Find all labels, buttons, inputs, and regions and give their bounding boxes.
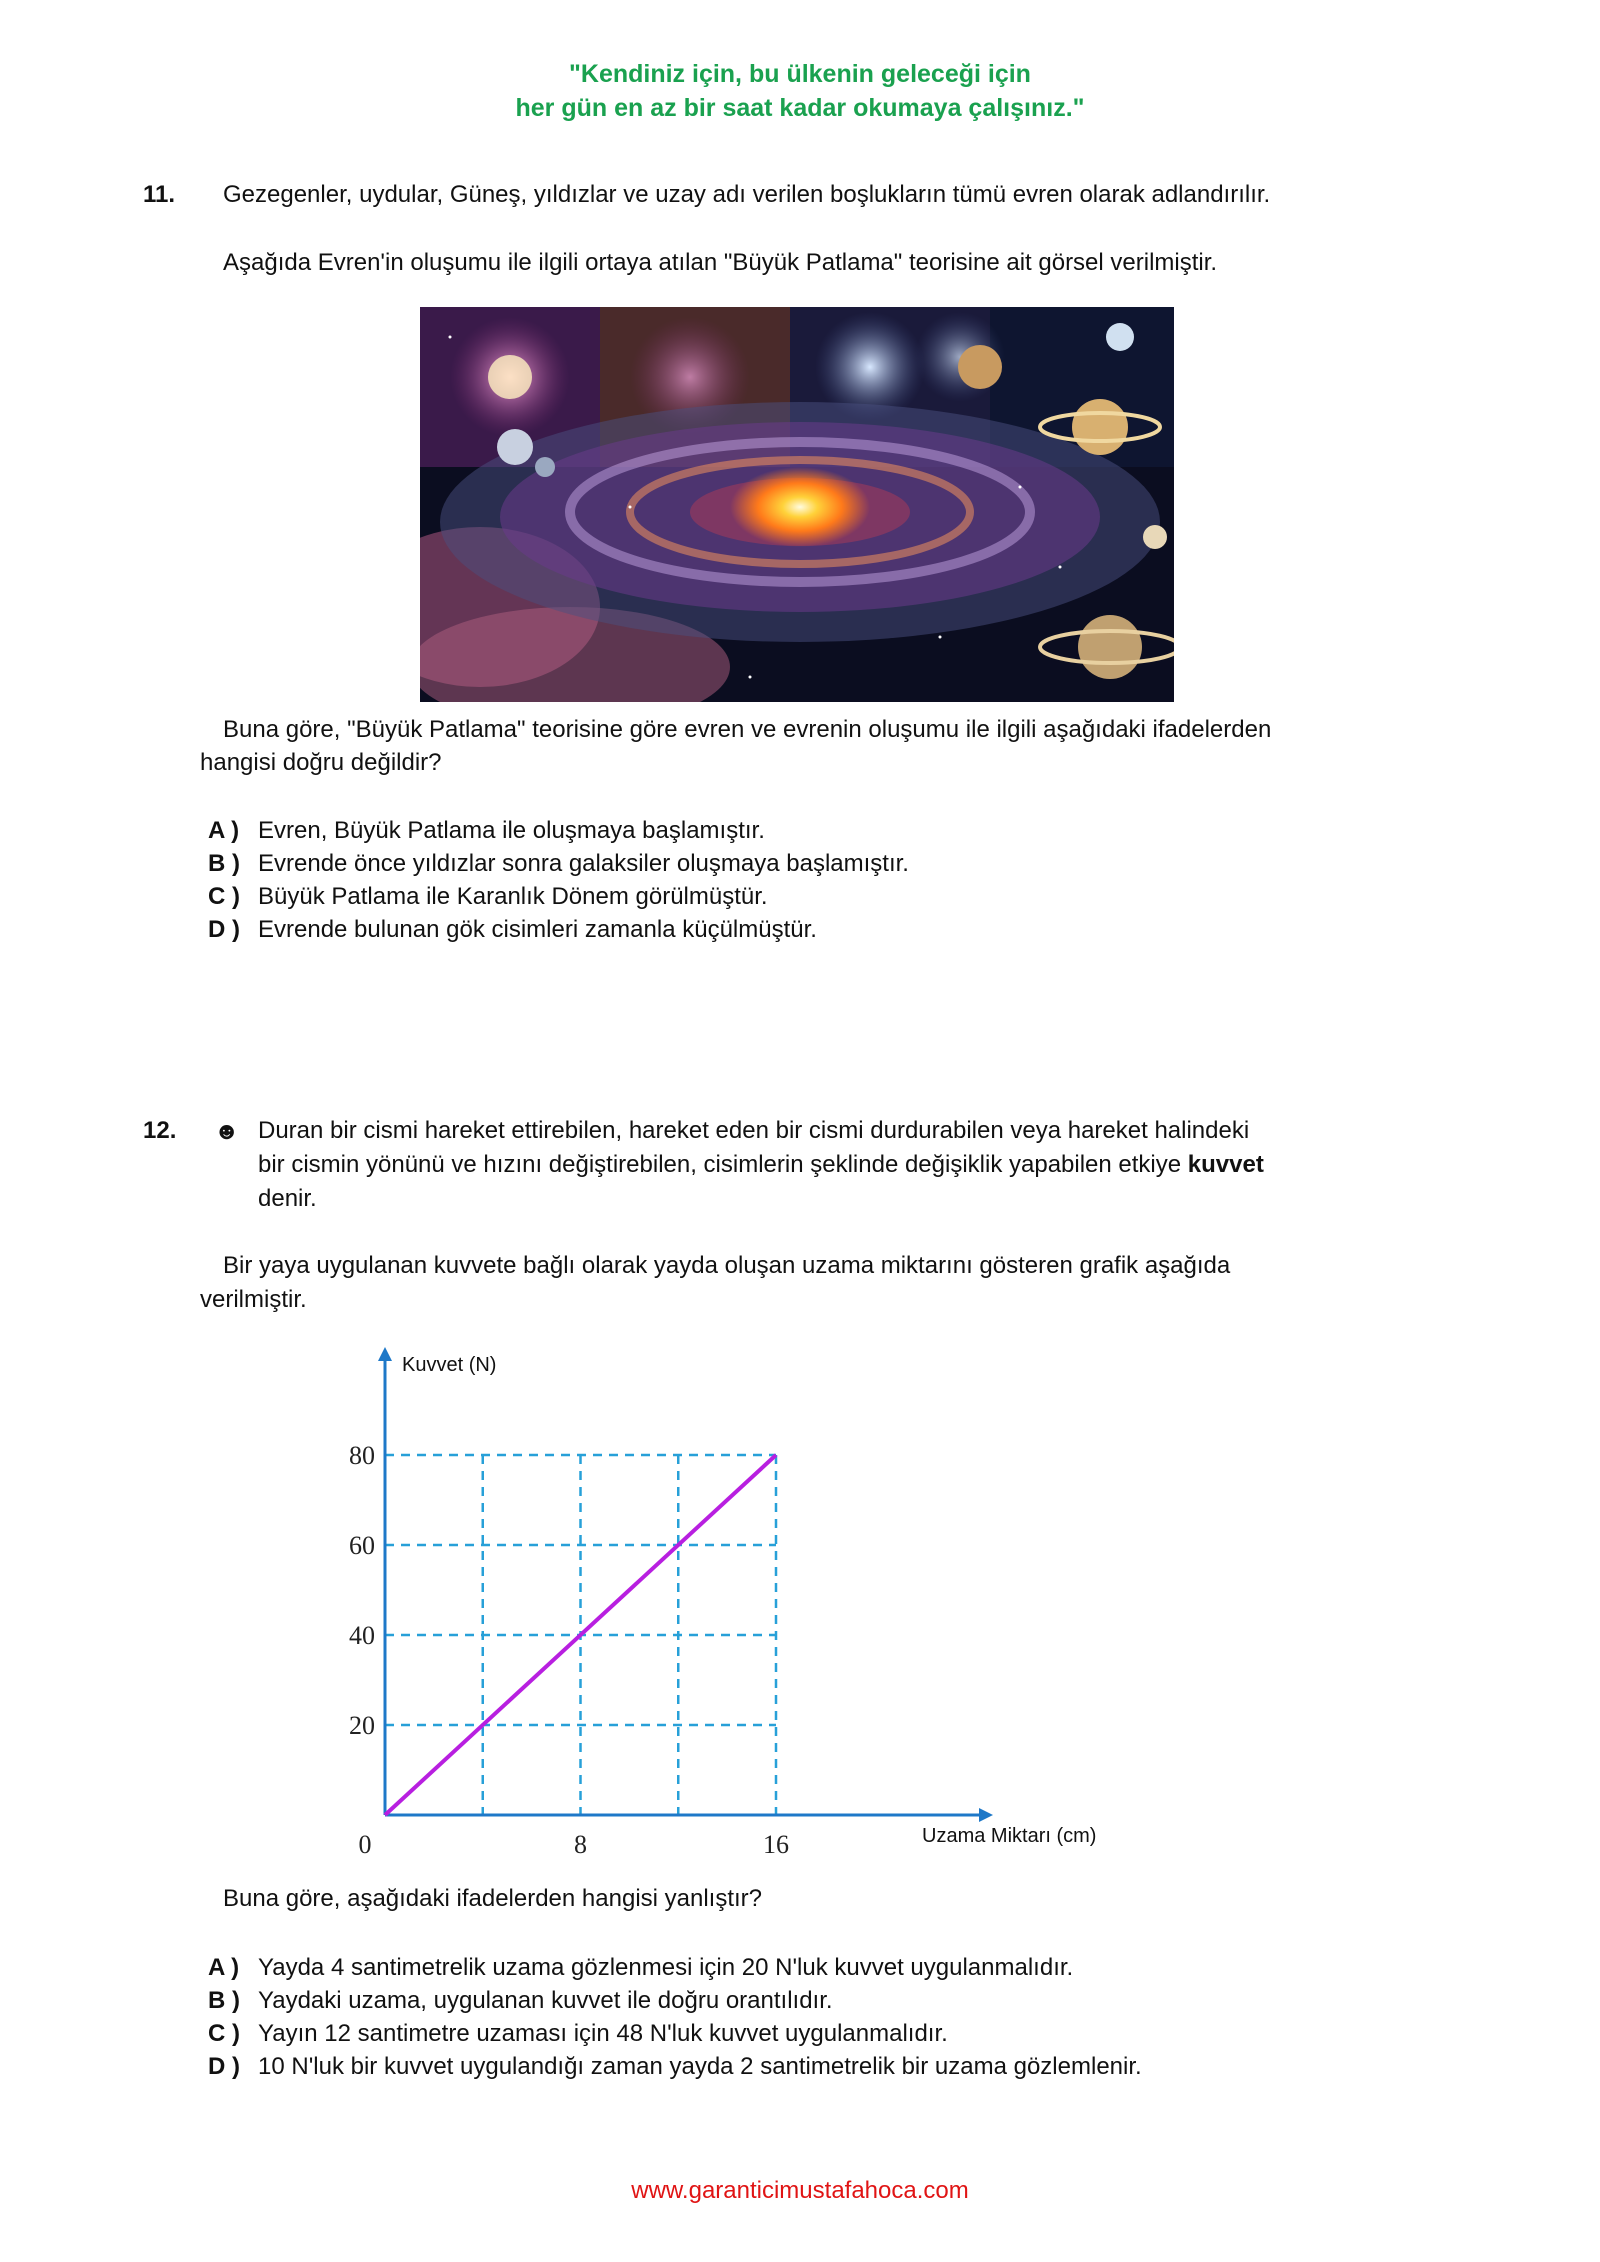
y-tick-label: 20	[349, 1711, 375, 1740]
option-letter: A )	[208, 817, 240, 844]
question-11-option-c[interactable]	[208, 880, 768, 914]
question-12-option-a[interactable]	[208, 1951, 1073, 1985]
option-letter: B )	[208, 850, 240, 877]
option-text: Büyük Patlama ile Karanlık Dönem görülmüştür.	[258, 883, 768, 910]
option-text: Evrende önce yıldızlar sonra galaksiler oluşmaya başlamıştır.	[258, 850, 909, 877]
smiley-bullet-icon: ☻	[214, 1118, 240, 1145]
option-text: Yayda 4 santimetrelik uzama gözlenmesi için 20 N'luk kuvvet uygulanmalıdır.	[258, 1954, 1074, 1981]
question-12-definition-line-2	[258, 1148, 1264, 1182]
question-12-option-c[interactable]	[208, 2017, 948, 2051]
question-11-lead: Aşağıda Evren'in oluşumu ile ilgili ortaya atılan "Büyük Patlama" teorisine ait görsel verilmiştir.	[223, 249, 1218, 276]
y-tick-label: 80	[349, 1441, 375, 1470]
question-12-number: 12.	[143, 1117, 177, 1144]
option-letter: D )	[208, 916, 240, 943]
question-12-option-d[interactable]	[208, 2050, 1142, 2084]
x-tick-label: 8	[574, 1830, 587, 1859]
question-11-prompt-line-1: Buna göre, "Büyük Patlama" teorisine göre evren ve evrenin oluşumu ile ilgili aşağıdaki ifadelerden	[223, 716, 1272, 743]
option-letter: B )	[208, 1987, 240, 2014]
question-12-lead-line-2: verilmiştir.	[200, 1286, 307, 1313]
option-text: Evrende bulunan gök cisimleri zamanla küçülmüştür.	[258, 916, 817, 943]
force-extension-chart	[330, 1345, 1130, 1885]
question-12-definition-line-3: denir.	[258, 1185, 317, 1212]
galaxy-image	[420, 307, 1174, 702]
option-letter: C )	[208, 883, 240, 910]
option-text: 10 N'luk bir kuvvet uygulandığı zaman yayda 2 santimetrelik bir uzama gözlemlenir.	[258, 2053, 1142, 2080]
question-11-option-b[interactable]	[208, 847, 909, 881]
option-text: Evren, Büyük Patlama ile oluşmaya başlamıştır.	[258, 817, 765, 844]
footer-website-link[interactable]: www.garanticimustafahoca.com	[631, 2177, 969, 2204]
x-tick-label: 16	[763, 1830, 789, 1859]
question-11-prompt-line-2: hangisi doğru değildir?	[200, 749, 442, 776]
option-letter: D )	[208, 2053, 240, 2080]
definition-keyword: kuvvet	[1187, 1151, 1264, 1178]
y-tick-label: 40	[349, 1621, 375, 1650]
x-tick-label: 0	[358, 1830, 372, 1859]
question-12-option-b[interactable]	[208, 1984, 833, 2018]
chart-axes	[378, 1347, 993, 1822]
y-axis-label: Kuvvet (N)	[402, 1354, 497, 1376]
definition-text: bir cismin yönünü ve hızını değiştirebilen, cisimlerin şeklinde değişiklik yapabilen etkiye	[258, 1151, 1188, 1178]
question-11-option-d[interactable]	[208, 913, 817, 947]
question-11-intro: Gezegenler, uydular, Güneş, yıldızlar ve uzay adı verilen boşlukların tümü evren olarak adlandırılır.	[223, 181, 1271, 208]
y-tick-label: 60	[349, 1531, 375, 1560]
motto-line-2: her gün en az bir saat kadar okumaya çalışınız."	[515, 94, 1085, 122]
question-12-prompt: Buna göre, aşağıdaki ifadelerden hangisi yanlıştır?	[223, 1885, 763, 1912]
y-axis-arrow-icon	[378, 1347, 392, 1361]
option-letter: C )	[208, 2020, 240, 2047]
motto-line-1: "Kendiniz için, bu ülkenin geleceği için	[569, 60, 1031, 88]
x-axis-label: Uzama Miktarı (cm)	[922, 1825, 1097, 1847]
option-letter: A )	[208, 1954, 240, 1981]
x-axis-arrow-icon	[979, 1808, 993, 1822]
question-12-lead-line-1: Bir yaya uygulanan kuvvete bağlı olarak yayda oluşan uzama miktarını gösteren grafik aşağıda	[223, 1252, 1231, 1279]
question-11-option-a[interactable]	[208, 814, 765, 848]
option-text: Yayın 12 santimetre uzaması için 48 N'luk kuvvet uygulanmalıdır.	[258, 2020, 948, 2047]
option-text: Yaydaki uzama, uygulanan kuvvet ile doğru orantılıdır.	[258, 1987, 833, 2014]
question-12-definition-line-1: Duran bir cismi hareket ettirebilen, hareket eden bir cismi durdurabilen veya hareket halindeki	[258, 1117, 1250, 1144]
big-bang-illustration	[420, 307, 1174, 702]
question-11-number: 11.	[143, 181, 176, 208]
